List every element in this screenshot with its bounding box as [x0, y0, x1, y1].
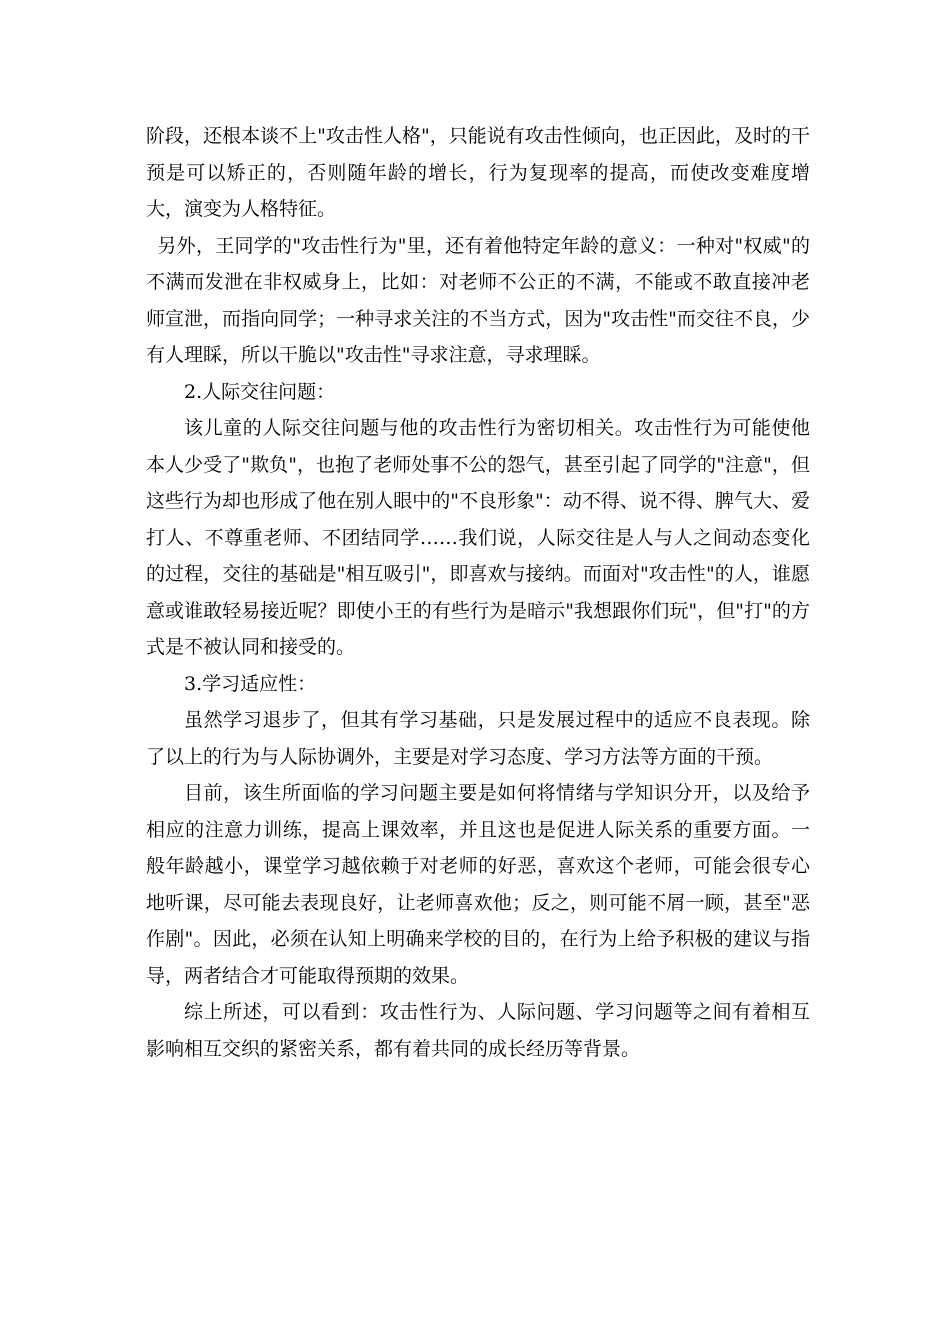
paragraph-interpersonal: 该儿童的人际交往问题与他的攻击性行为密切相关。攻击性行为可能使他本人少受了"欺负"，也抱了老师处事不公的怨气，甚至引起了同学的"注意"，但这些行为却也形成了他在别人眼中的"不良形象"：动不得、说不得、脾气大、爱打人、不尊重老师、不团结同学……我们说，人际交往是人与人之间动态变化的过程，交往的基础是"相互吸引"，即喜欢与接纳。而面对"攻击性"的人，谁愿意或谁敢轻易接近呢？即使小王的有些行为是暗示"我想跟你们玩"，但"打"的方式是不被认同和接受的。	[146, 417, 810, 658]
paragraph-summary: 综上所述，可以看到：攻击性行为、人际问题、学习问题等之间有着相互影响相互交织的紧密关系，都有着共同的成长经历等背景。	[146, 1001, 810, 1060]
document-body	[146, 118, 810, 1067]
heading-interpersonal: 2.人际交往问题：	[184, 380, 336, 403]
paragraph-continued: 阶段，还根本谈不上"攻击性人格"，只能说有攻击性倾向，也正因此，及时的干预是可以矫正的，否则随年龄的增长，行为复现率的提高，而使改变难度增大，演变为人格特征。	[146, 125, 810, 220]
heading-learning-adaptability: 3.学习适应性：	[184, 672, 317, 695]
paragraph-learning-regression: 虽然学习退步了，但其有学习基础，只是发展过程中的适应不良表现。除了以上的行为与人际协调外，主要是对学习态度、学习方法等方面的干预。	[146, 709, 810, 768]
paragraph-learning-problems: 目前，该生所面临的学习问题主要是如何将情绪与学知识分开，以及给予相应的注意力训练，提高上课效率，并且这也是促进人际关系的重要方面。一般年龄越小，课堂学习越依赖于对老师的好恶，喜欢这个老师，可能会很专心地听课，尽可能去表现良好，让老师喜欢他；反之，则可能不屑一顾，甚至"恶作剧"。因此，必须在认知上明确来学校的目的，在行为上给予积极的建议与指导，两者结合才可能取得预期的效果。	[146, 782, 810, 987]
paragraph-age-significance: 另外，王同学的"攻击性行为"里，还有着他特定年龄的意义：一种对"权威"的不满而发泄在非权威身上，比如：对老师不公正的不满，不能或不敢直接冲老师宣泄，而指向同学；一种寻求关注的不当方式，因为"攻击性"而交往不良，少有人理睬，所以干脆以"攻击性"寻求注意，寻求理睬。	[146, 234, 810, 366]
